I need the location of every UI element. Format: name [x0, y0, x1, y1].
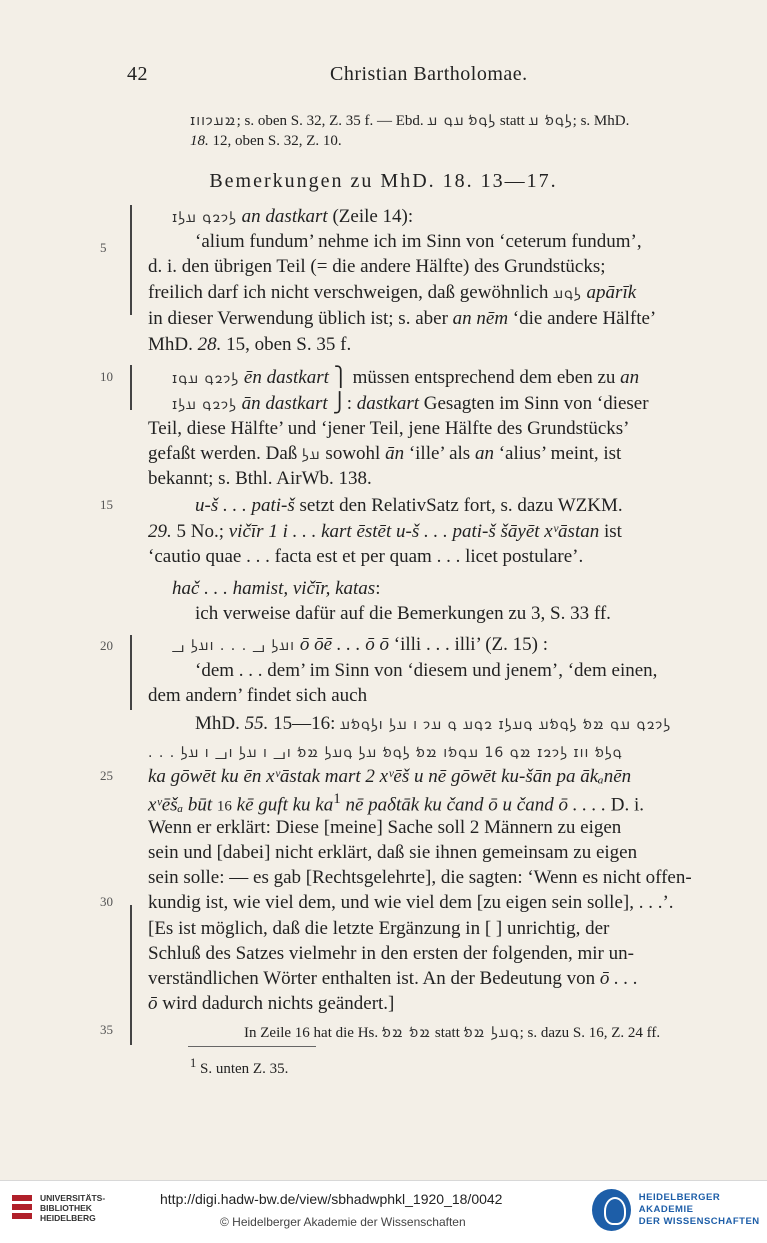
academy-seal-icon [592, 1189, 631, 1231]
text-line: 𐭠𐭫 𐭡ı . . . 𐭠𐭫 𐭡ı ō ōē . . . ō ō ‘illi . . . illi’ (Z. 15) : [172, 634, 549, 655]
running-title: Christian Bartholomae. [330, 63, 528, 85]
text-line: MhD. 28. 15, oben S. 35 f. [148, 334, 352, 355]
pahlavi-word: ɪıı𐭱𐭠𐭩 [190, 113, 237, 129]
margin-rule [130, 905, 132, 1045]
text-line: dem andern’ findet sich auch [148, 685, 368, 706]
copyright-notice: © Heidelberger Akademie der Wissenschaften [220, 1215, 466, 1229]
text-line: ɪ𐭫𐭩𐭥𐭯 𐭠𐭫 ān dastkart ⎭: dastkart Gesagten im Sinn von ‘dieser [172, 393, 649, 414]
university-library-logo[interactable]: UNIVERSITÄTS- BIBLIOTHEK HEIDELBERG [10, 1193, 105, 1223]
text-line: Schluß des Satzes vielmehr in den ersten der folgenden, mir un- [148, 943, 634, 964]
text-line: ‘alium fundum’ nehme ich im Sinn von ‘ceterum fundum’, [195, 231, 642, 252]
text-line: u-š . . . pati-š setzt den RelativSatz fort, s. dazu WZKM. [195, 495, 623, 516]
text-line: ka gōwēt ku ēn xᵛāstak mart 2 xᵛēš u nē gōwēt ku-šān pa ākₐnēn [148, 766, 632, 787]
text-line: [Es ist möglich, daß die letzte Ergänzung in [ ] unrichtig, der [148, 918, 610, 939]
text-line: Teil, diese Hälfte’ und ‘jener Teil, jene Hälfte des Grundstücks’ [148, 418, 630, 439]
text-line: ‘dem . . . dem’ im Sinn von ‘diesem und jenem’, ‘dem einen, [195, 660, 658, 681]
text-line: in dieser Verwendung üblich ist; s. aber an nēm ‘die andere Hälfte’ [148, 308, 657, 329]
line-number: 5 [100, 240, 107, 255]
text-line: MhD. 55. 15—16: 𐭫𐭯𐭬𐭠ı 𐭠𐭫 ı 𐭥𐭯𐭠 𐭯 𐭠𐭩 ɪ𐭫𐭩𐭥𐭯 𐭠𐭯 𐭱𐭬 𐭫𐭯𐭬𐭠 𐭯𐭠𐭫 [195, 713, 672, 734]
line-number: 10 [100, 369, 113, 384]
line-number: 15 [100, 497, 113, 512]
text-line: verständlichen Wörter enthalten ist. An der Bedeutung von ō . . . [148, 968, 638, 989]
permalink-url[interactable]: http://digi.hadw-bw.de/view/sbhadwphkl_1920_18/0042 [160, 1191, 503, 1207]
footnote: $^1$ S. unten Z. 35. [190, 1056, 289, 1077]
text-line: kundig ist, wie viel dem, und wie viel dem [zu eigen sein solle], . . .’. [148, 892, 674, 913]
text-line: ‘cautio quae . . . facta est et per quam . . . licet postulare’. [148, 546, 584, 567]
academy-logo[interactable]: HEIDELBERGER AKADEMIE DER WISSENSCHAFTEN [592, 1189, 767, 1231]
viewer-footer [0, 1180, 767, 1243]
text-line: gefaßt werden. Daß 𐭠𐭫 sowohl ān ‘ille’ als an ‘alius’ meint, ist [148, 443, 622, 464]
margin-rule [130, 365, 132, 410]
text-line: hač . . . hamist, vičīr, katas: [172, 578, 381, 599]
text-line: Wenn er erklärt: Diese [meine] Sache soll 2 Männern zu eigen [148, 817, 622, 838]
line-number: 20 [100, 638, 113, 653]
text-line: sein solle: — es gab [Rechtsgelehrte], die sagten: ‘Wenn es nicht offen- [148, 867, 692, 888]
top-note-line-2: 18. 12, oben S. 32, Z. 10. [190, 133, 342, 149]
margin-rule [130, 205, 132, 315]
text-line: In Zeile 16 hat die Hs. 𐭱𐭬 𐭱𐭬 statt 𐭯𐭠𐭫 𐭱𐭬; s. dazu S. 16, Z. 24 ff. [244, 1025, 661, 1041]
text-line: xᵛēšₐ būt 16 kē guft ku $ka^1$ nē paδtāk ku čand ō u čand ō . . . . D. i. [148, 791, 644, 816]
text-line: ich verweise dafür auf die Bemerkungen zu 3, S. 33 ff. [195, 603, 611, 624]
margin-rule [130, 635, 132, 710]
line-number: 25 [100, 768, 113, 783]
section-heading: Bemerkungen zu MhD. 18. 13—17. [209, 170, 558, 192]
page-number: 42 [127, 63, 148, 85]
text-line: 29. 5 No.; vičīr 1 i . . . kart ēstēt u-š . . . pati-š šāyēt xᵛāstan ist [148, 521, 622, 542]
text-line: . . . 𐭠𐭫 ı 𐭡ı 𐭠𐭫 ı 𐭡ı 𐭱𐭬 𐭫𐭯𐭬 𐭠𐭫 𐭯𐭠𐭫 𐭱𐭬 ı𐭱𐭯 16 𐭠𐭯𐭬 ɪ𐭫𐭩𐭥 ɪıı 𐭯𐭫𐭬 [148, 745, 623, 761]
text-line: sein und [dabei] nicht erklärt, daß sie ihnen gemeinsam zu eigen [148, 842, 638, 863]
line-number: 35 [100, 1022, 113, 1037]
line-number: 30 [100, 894, 113, 909]
top-note-line-1: ɪıı𐭱𐭠𐭩; s. oben S. 32, Z. 35 f. — Ebd. 𐭫𐭯𐭬 𐭠𐭯 𐭠 statt 𐭫𐭯𐭬 𐭠; s. MhD. [190, 113, 630, 129]
library-logo-icon [10, 1193, 34, 1223]
text-line: d. i. den übrigen Teil (= die andere Hälfte) des Grundstücks; [148, 256, 606, 277]
text-line: ɪ𐭫𐭩𐭥𐭯 𐭠𐭯 ēn dastkart ⎫ müssen entsprechend dem eben zu an [172, 367, 640, 388]
footnote-rule [188, 1046, 316, 1047]
text-line: freilich darf ich nicht verschweigen, daß gewöhnlich 𐭫𐭯𐭠 apārīk [148, 282, 637, 303]
text-line: ō wird dadurch nichts geändert.] [148, 993, 395, 1014]
text-line: bekannt; s. Bthl. AirWb. 138. [148, 468, 372, 489]
text-line: ɪ𐭫𐭩𐭥𐭯 𐭠𐭫 an dastkart (Zeile 14): [172, 206, 414, 227]
